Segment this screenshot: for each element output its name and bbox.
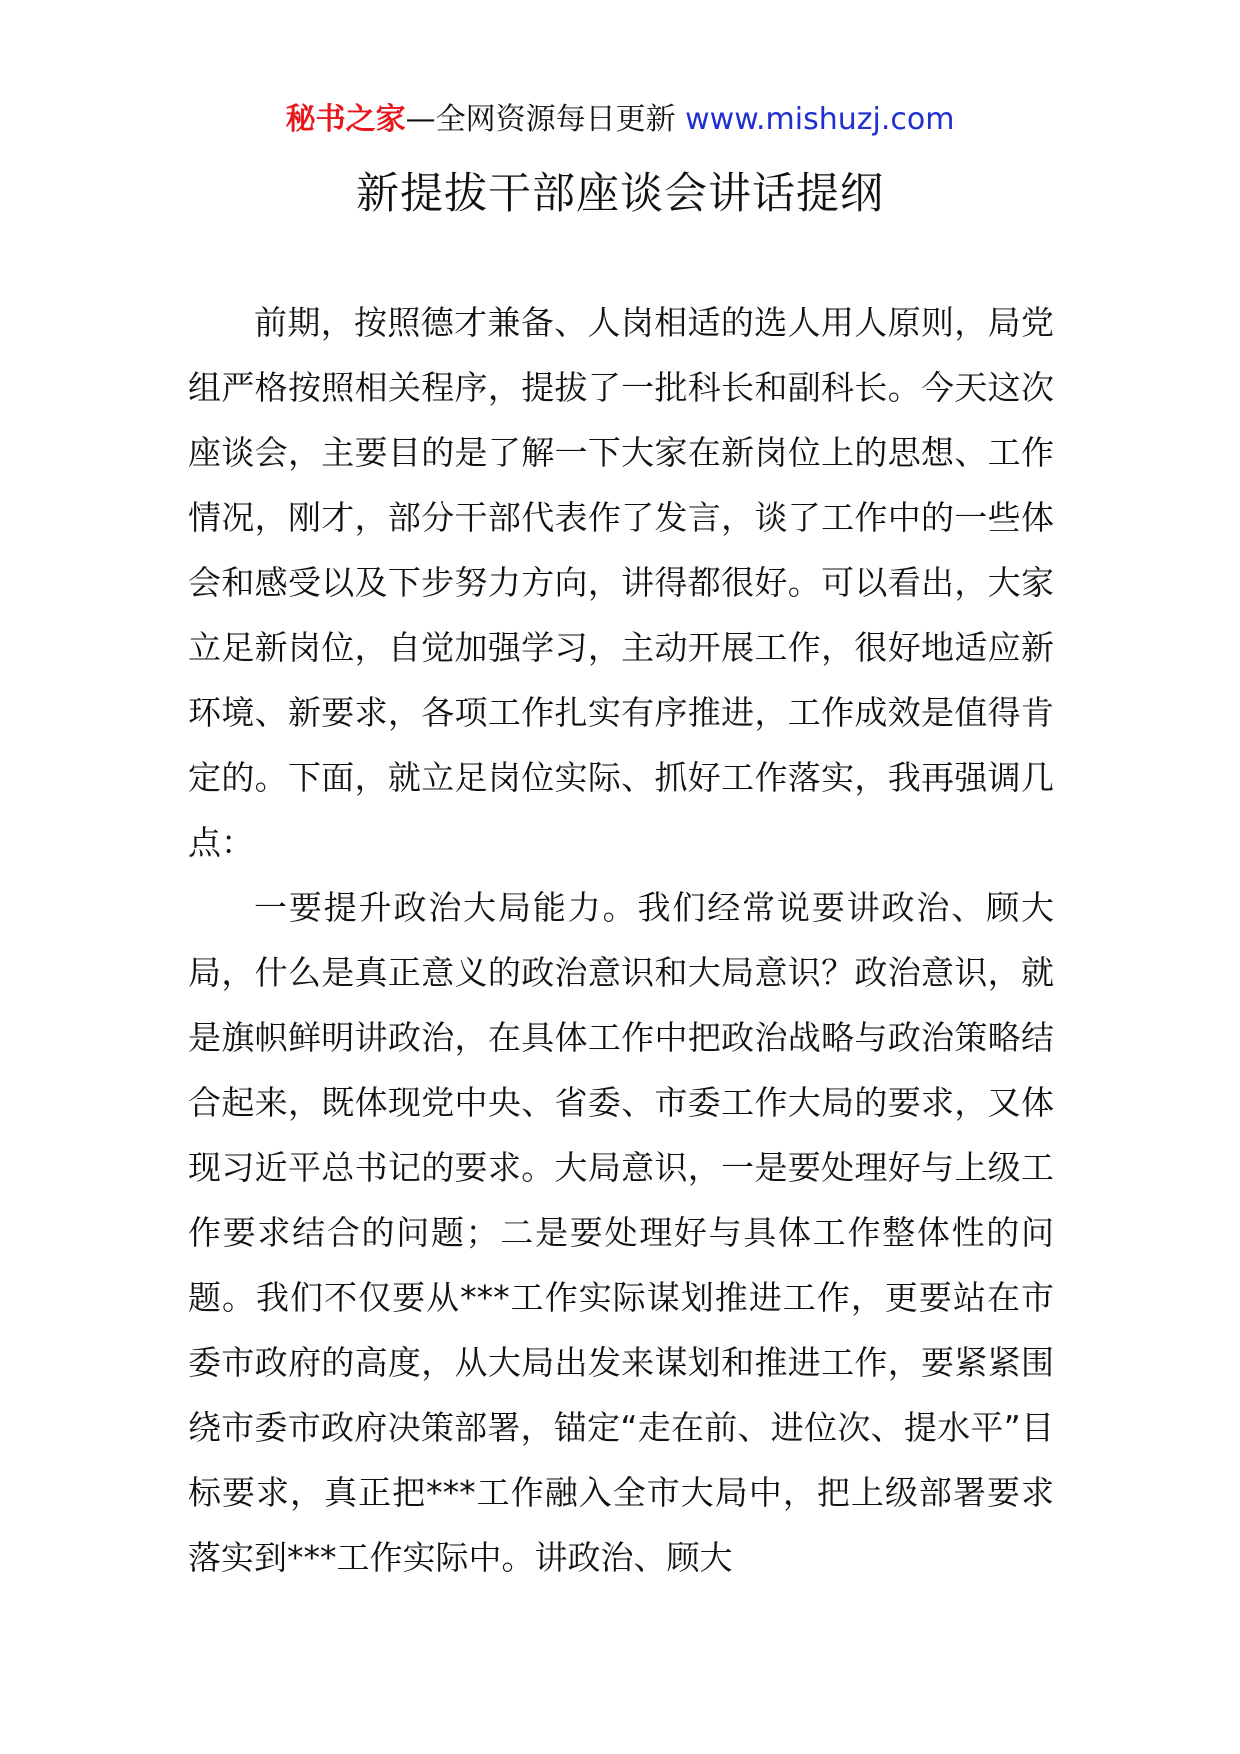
header-tagline: —全网资源每日更新: [405, 102, 676, 137]
site-url-link[interactable]: www.mishuzj.com: [685, 102, 955, 137]
document-title: 新提拔干部座谈会讲话提纲: [356, 169, 884, 219]
site-header: [0, 100, 1240, 140]
brand-name: 秘书之家: [285, 102, 406, 137]
paragraph-point-one: 一要提升政治大局能力。我们经常说要讲政治、顾大局，什么是真正意义的政治意识和大局意识？政治意识，就是旗帜鲜明讲政治，在具体工作中把政治战略与政治策略结合起来，既体现党中央、省委、市委工作大局的要求，又体现习近平总书记的要求。大局意识，一是要处理好与上级工作要求结合的问题；二是要处理好与具体工作整体性的问题。我们不仅要从***工作实际谋划推进工作，更要站在市委市政府的高度，从大局出发来谋划和推进工作，要紧紧围绕市委市政府决策部署，锚定“走在前、进位次、提水平”目标要求，真正把***工作融入全市大局中，把上级部署要求落实到***工作实际中。讲政治、顾大: [188, 888, 1054, 1577]
document-body: [188, 290, 1054, 1590]
paragraph-intro: 前期，按照德才兼备、人岗相适的选人用人原则，局党组严格按照相关程序，提拔了一批科长和副科长。今天这次座谈会，主要目的是了解一下大家在新岗位上的思想、工作情况，刚才，部分干部代表作了发言，谈了工作中的一些体会和感受以及下步努力方向，讲得都很好。可以看出，大家立足新岗位，自觉加强学习，主动开展工作，很好地适应新环境、新要求，各项工作扎实有序推进，工作成效是值得肯定的。下面，就立足岗位实际、抓好工作落实，我再强调几点：: [188, 303, 1054, 862]
